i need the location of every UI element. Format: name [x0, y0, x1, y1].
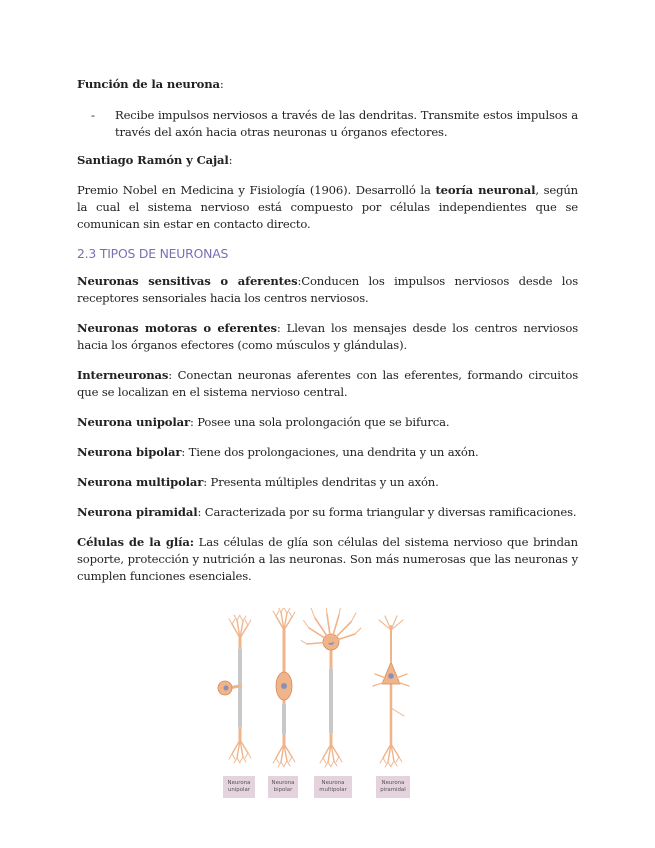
neuron-type-separator: : [197, 505, 205, 519]
unipolar-myelin [238, 648, 242, 728]
dendrite-twig [284, 608, 287, 613]
axon-terminal-twig [248, 753, 251, 758]
multipolar-dendrite-twig [326, 608, 327, 614]
function-title: Función de la neurona [77, 77, 220, 91]
multipolar-dendrite-twig [301, 641, 307, 645]
axon-terminal-twig [331, 761, 334, 766]
neuron-type-paragraph [77, 474, 578, 491]
axon-terminal-twig [292, 757, 295, 762]
figure-label-line1: Neurona [227, 780, 251, 786]
axon-terminal-twig [380, 758, 383, 763]
axon-terminal-twig [237, 758, 240, 763]
figure-label [268, 776, 298, 798]
axon-terminal-twig [289, 757, 292, 762]
neuron-type-term: Neurona unipolar [77, 415, 190, 429]
neuron-type-separator: : [168, 368, 178, 382]
neuron-type-paragraph [77, 367, 578, 401]
axon-terminal-twig [388, 762, 391, 767]
dendrite-twig [281, 608, 284, 612]
dendrite-twig [248, 620, 251, 625]
dendrite-twig [237, 615, 240, 620]
neuron-type-description: Conectan neuronas aferentes con las eferentes, formando circuitos que se localizan en el sistema nervioso central. [77, 368, 578, 399]
multipolar-dendrite-twig [304, 621, 310, 629]
neuron-type-paragraph [77, 444, 578, 461]
axon-terminal-twig [281, 762, 284, 767]
dendrite-twig [289, 612, 292, 617]
cajal-text-after: , según la cual el sistema nervioso está compuesto por células independientes que se comunican sin estar en contacto directo. [77, 183, 578, 231]
cajal-title: Santiago Ramón y Cajal [77, 153, 229, 167]
neuron-type-description: Las células de glía son células del sistema nervioso que brindan soporte, protección y nutrición a las neuronas. Son más numerosas que las neuronas y cumplen funciones esenciales. [77, 535, 578, 583]
dendrite-twig [292, 612, 295, 617]
figure-label-line2: multipolar [319, 787, 347, 793]
axon-terminal-twig [383, 758, 386, 763]
neuron-type-separator: : [189, 415, 198, 429]
axon-terminal-twig [399, 757, 402, 762]
axon-terminal-twig [229, 754, 232, 759]
unipolar-nucleus [224, 686, 229, 691]
neuron-type-term: Neurona multipolar [77, 475, 204, 489]
multipolar-dendrite-twig [311, 608, 315, 618]
neuron-type-separator: : [276, 321, 287, 335]
neuron-types-figure [214, 608, 422, 800]
axon-terminal-twig [273, 758, 276, 763]
function-bullet [77, 107, 578, 141]
neuron-type-description: Caracterizada por su forma triangular y diversas ramificaciones. [204, 505, 577, 519]
axon-terminal-twig [276, 758, 279, 763]
axon-terminal-twig [320, 758, 323, 763]
figure-label-line2: unipolar [227, 787, 251, 793]
axon-terminal-twig [328, 762, 331, 767]
neuron-type-description: Presenta múltiples dendritas y un axón. [210, 475, 439, 489]
neuron-type-separator: : [203, 475, 211, 489]
multipolar-dendrite-twig [355, 628, 361, 634]
axon-terminal-twig [339, 757, 342, 762]
neuron-type-term: Neuronas motoras o eferentes [77, 321, 277, 335]
axon-terminal-twig [245, 753, 248, 758]
dendrite-twig [273, 611, 276, 616]
function-bullet-text: Recibe impulsos nerviosos a través de las dendritas. Transmite estos impulsos a través del axón hacia otras neuronas u órganos efectores. [115, 108, 578, 139]
axon-terminal-twig [323, 758, 326, 763]
neuron-type-separator: : [181, 445, 189, 459]
neuron-type-separator: : [297, 274, 302, 288]
axon-terminal-twig [391, 761, 394, 766]
figure-label [376, 776, 410, 798]
axon-terminal-twig [336, 757, 339, 762]
dendrite-twig [276, 611, 279, 616]
cajal-bold-term: teoría neuronal [435, 183, 536, 197]
cajal-title-line: Santiago Ramón y Cajal: [77, 153, 233, 167]
cajal-text-before: Premio Nobel en Medicina y Fisiología (1906). Desarrolló la [77, 183, 436, 197]
pyramidal-nucleus [388, 673, 394, 679]
figure-label-line2: bipolar [273, 787, 293, 793]
neuron-type-description: Conducen los impulsos nerviosos desde los receptores sensoriales hacia los centros nerviosos. [77, 274, 578, 305]
section-heading: 2.3 TIPOS DE NEURONAS [77, 246, 229, 261]
multipolar-dendrite-twig [339, 608, 341, 615]
neuron-type-term: Neuronas sensitivas o aferentes [77, 274, 298, 288]
bipolar-myelin [282, 703, 286, 735]
neuron-type-paragraph [77, 414, 578, 431]
axon-terminal-twig [232, 754, 235, 759]
neuron-type-description: Llevan los mensajes desde los centros nerviosos hacia los órganos efectores (como músculos y glándulas). [77, 321, 578, 352]
figure-label-line2: piramidal [380, 787, 406, 793]
function-title-line: Función de la neurona: [77, 77, 224, 91]
multipolar-myelin [329, 668, 333, 734]
document-body [77, 76, 578, 598]
neuron-type-paragraph [77, 504, 578, 521]
pyramidal-soma [382, 662, 400, 684]
figure-label-line1: Neurona [321, 780, 345, 786]
neuron-illustration [214, 608, 422, 768]
neuron-type-term: Interneuronas [77, 368, 169, 382]
axon-terminal-twig [240, 757, 243, 762]
multipolar-dendrite-twig [351, 613, 356, 622]
axon-terminal-twig [284, 761, 287, 766]
pyramidal-collateral [391, 708, 404, 716]
neuron-type-term: Neurona bipolar [77, 445, 182, 459]
neuron-type-description: Tiene dos prolongaciones, una dendrita y un axón. [188, 445, 479, 459]
bipolar-nucleus [281, 683, 287, 689]
figure-label [314, 776, 352, 798]
neuron-types-list [77, 273, 578, 585]
neuron-type-paragraph [77, 320, 578, 354]
axon-terminal-twig [396, 757, 399, 762]
figure-label-line1: Neurona [271, 780, 295, 786]
dendrite-twig [229, 619, 232, 624]
neuron-type-term: Neurona piramidal [77, 505, 198, 519]
dendrite-twig [232, 619, 235, 624]
bullet-dash: - [91, 108, 95, 122]
neuron-type-paragraph [77, 273, 578, 307]
neuron-type-description: Posee una sola prolongación que se bifurca. [197, 415, 450, 429]
figure-label [223, 776, 255, 798]
dendrite-twig [240, 616, 243, 621]
neuron-type-paragraph [77, 534, 578, 585]
cajal-paragraph [77, 182, 578, 233]
neuron-type-term: Células de la glía: [77, 535, 194, 549]
figure-label-line1: Neurona [381, 780, 405, 786]
dendrite-twig [245, 620, 248, 625]
